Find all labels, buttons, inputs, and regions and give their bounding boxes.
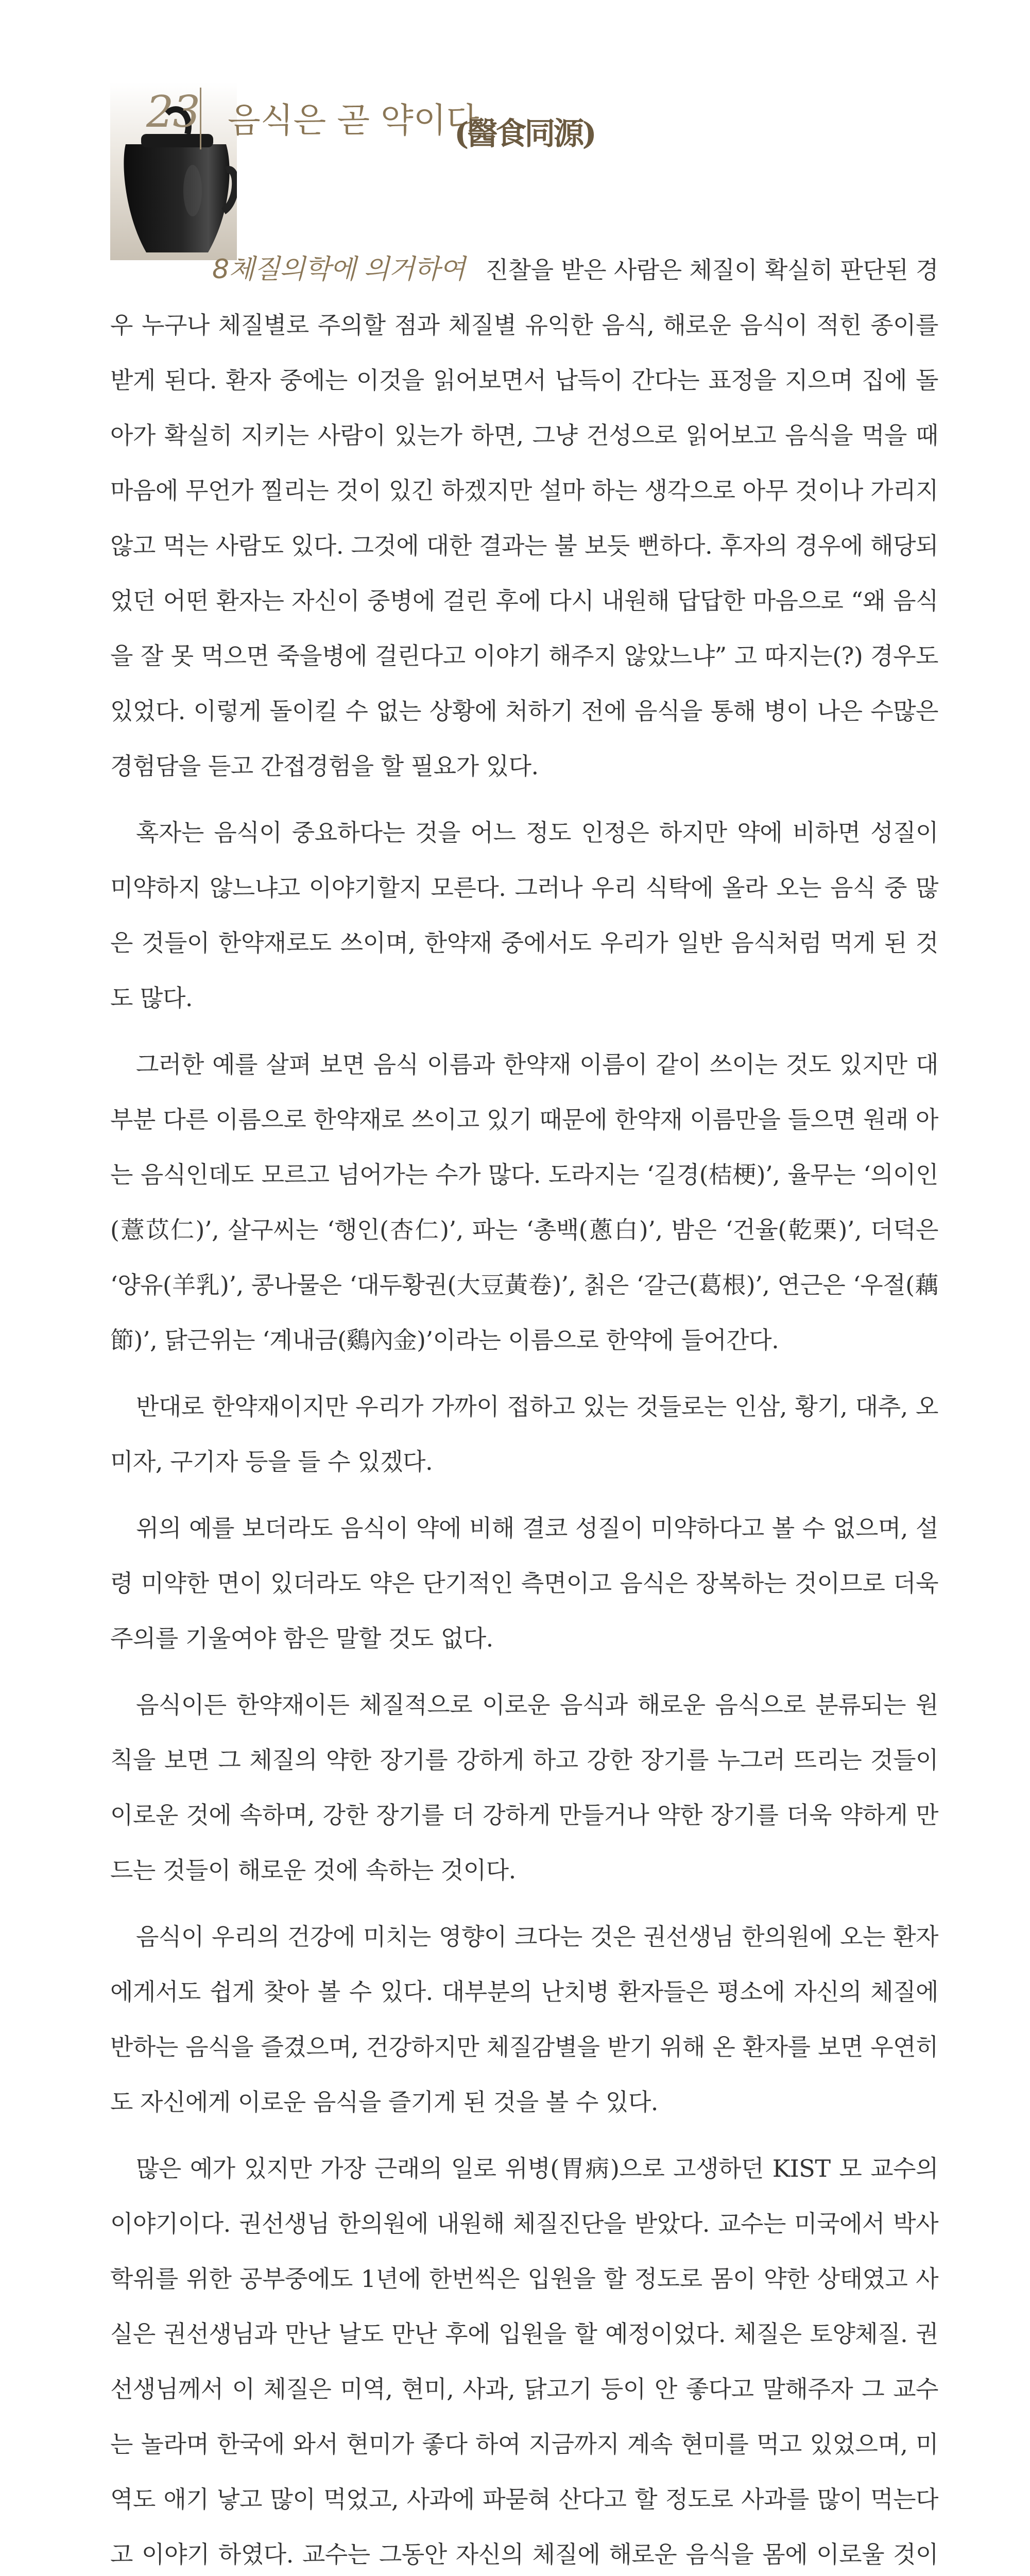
- paragraph-2: 혹자는 음식이 중요하다는 것을 어느 정도 인정은 하지만 약에 비하면 성질이 미약하지 않느냐고 이야기할지 모른다. 그러나 우리 식탁에 올라 오는 음식 중 많은 것들이 한약재로도 쓰이며, 한약재 중에서도 우리가 일반 음식처럼 먹게 된 것도 많다.: [110, 819, 938, 1012]
- title-divider: [200, 88, 201, 149]
- paragraph-7: 음식이 우리의 건강에 미치는 영향이 크다는 것은 권선생님 한의원에 오는 환자에게서도 쉽게 찾아 볼 수 있다. 대부분의 난치병 환자들은 평소에 자신의 체질에 반하는 음식을 즐겼으며, 건강하지만 체질감별을 받기 위해 온 환자를 보면 우연히도 자신에게 이로운 음식을 즐기게 된 것을 볼 수 있다.: [110, 1923, 938, 2116]
- article-body: [110, 242, 938, 2576]
- chapter-title: 음식은 곧 약이다: [228, 100, 479, 140]
- paragraph-4: 반대로 한약재이지만 우리가 가까이 접하고 있는 것들로는 인삼, 황기, 대추, 오미자, 구기자 등을 들 수 있겠다.: [110, 1393, 938, 1476]
- chapter-header: [110, 77, 934, 258]
- paragraph-8: 많은 예가 있지만 가장 근래의 일로 위병(胃病)으로 고생하던 KIST 모 교수의 이야기이다. 권선생님 한의원에 내원해 체질진단을 받았다. 교수는 미국에서 박사 학위를 위한 공부중에도 1년에 한번씩은 입원을 할 정도로 몸이 약한 상태였고 사실은 권선생님과 만난 날도 만난 후에 입원을 할 예정이었다. 체질은 토양체질. 권선생님께서 이 체질은 미역, 현미, 사과, 닭고기 등이 안 좋다고 말해주자 그 교수는 놀라며 한국에 와서 현미가 좋다 하여 지금까지 계속 현미를 먹고 있었으며, 미역도 애기 낳고 많이 먹었고, 사과에 파묻혀 산다고 할 정도로 사과를 많이 먹는다고 이야기 하였다. 교수는 그동안 자신의 체질에 해로운 음식을 몸에 이로울 것이: [110, 2155, 938, 2568]
- paragraph-3: 그러한 예를 살펴 보면 음식 이름과 한약재 이름이 같이 쓰이는 것도 있지만 대부분 다른 이름으로 한약재로 쓰이고 있기 때문에 한약재 이름만을 들으면 원래 아는 음식인데도 모르고 넘어가는 수가 많다. 도라지는 ‘길경(桔梗)’, 율무는 ‘의이인(薏苡仁)’, 살구씨는 ‘행인(杏仁)’, 파는 ‘총백(蔥白)’, 밤은 ‘건율(乾栗)’, 더덕은 ‘양유(羊乳)’, 콩나물은 ‘대두황권(大豆黃卷)’, 칡은 ‘갈근(葛根)’, 연근은 ‘우절(藕節)’, 닭근위는 ‘계내금(鷄內金)’이라는 이름으로 한약에 들어간다.: [110, 1050, 938, 1354]
- paragraph-6: 음식이든 한약재이든 체질적으로 이로운 음식과 해로운 음식으로 분류되는 원칙을 보면 그 체질의 약한 장기를 강하게 하고 강한 장기를 누그러 뜨리는 것들이 이로운 것에 속하며, 강한 장기를 더 강하게 만들거나 약한 장기를 더욱 약하게 만드는 것들이 해로운 것에 속하는 것이다.: [110, 1691, 938, 1884]
- chapter-title-hanja: (醫食同源): [454, 116, 595, 152]
- section-subheading: 8체질의학에 의거하여: [212, 254, 465, 285]
- paragraph-5: 위의 예를 보더라도 음식이 약에 비해 결코 성질이 미약하다고 볼 수 없으며, 설령 미약한 면이 있더라도 약은 단기적인 측면이고 음식은 장복하는 것이므로 더욱 주의를 기울여야 함은 말할 것도 없다.: [110, 1514, 938, 1652]
- paragraph-1: [110, 242, 938, 794]
- chapter-number: 23: [146, 87, 199, 137]
- paragraph-1-text: 진찰을 받은 사람은 체질이 확실히 판단된 경우 누구나 체질별로 주의할 점과 체질별 유익한 음식, 해로운 음식이 적힌 종이를 받게 된다. 환자 중에는 이것을 읽어보면서 납득이 간다는 표정을 지으며 집에 돌아가 확실히 지키는 사람이 있는가 하면, 그냥 건성으로 읽어보고 음식을 먹을 때 마음에 무언가 찔리는 것이 있긴 하겠지만 설마 하는 생각으로 아무 것이나 가리지 않고 먹는 사람도 있다. 그것에 대한 결과는 불 보듯 뻔하다. 후자의 경우에 해당되었던 어떤 환자는 자신이 중병에 걸린 후에 다시 내원해 답답한 마음으로 “왜 음식을 잘 못 먹으면 죽을병에 걸린다고 이야기 해주지 않았느냐” 고 따지는(?) 경우도 있었다. 이렇게 돌이킬 수 없는 상황에 처하기 전에 음식을 통해 병이 나은 수많은 경험담을 듣고 간접경험을 할 필요가 있다.: [110, 256, 938, 780]
